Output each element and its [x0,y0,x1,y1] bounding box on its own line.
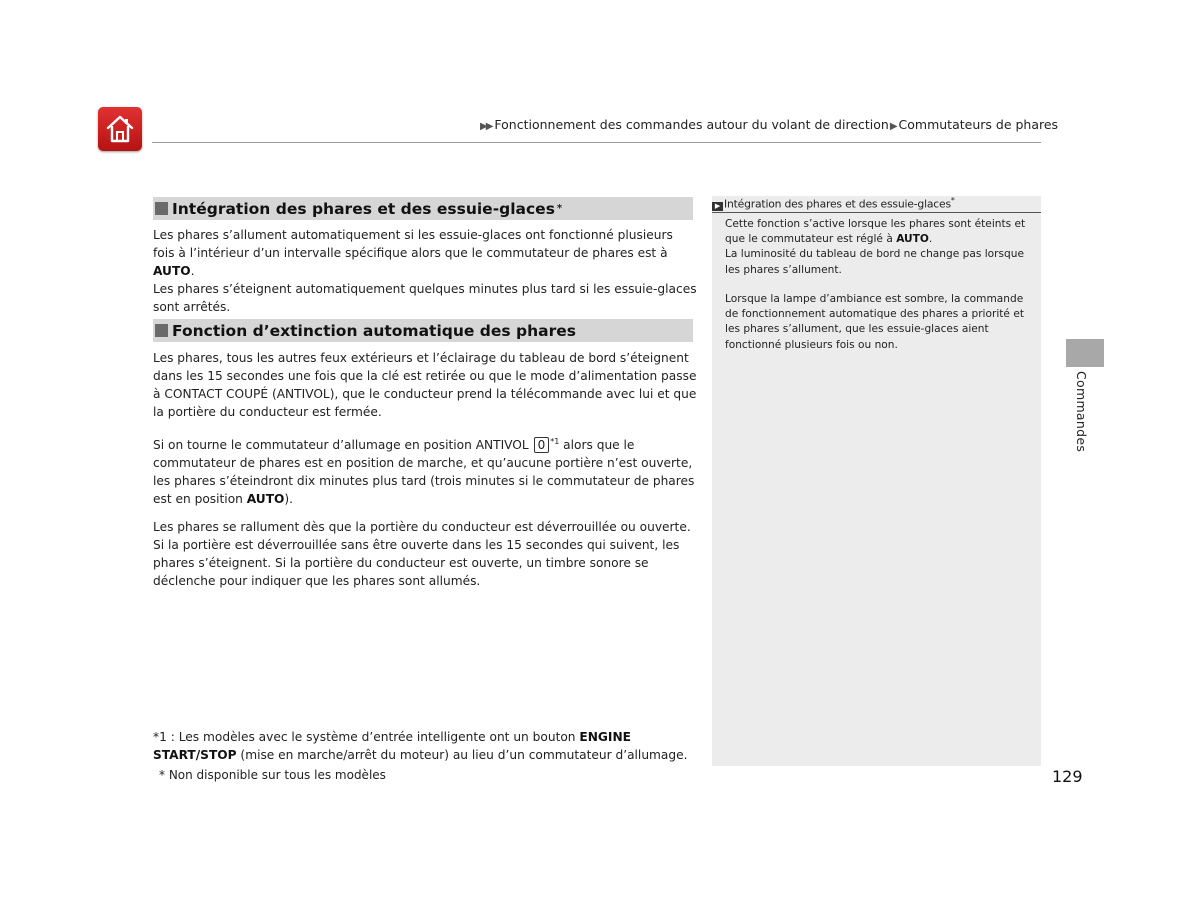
text: ). [284,492,294,507]
breadcrumb [480,117,1059,132]
text: . [928,233,933,246]
chapter-tab-label[interactable]: Commandes [1074,371,1089,453]
asterisk-mark: * [556,203,563,214]
asterisk-mark: * [950,196,955,205]
text: Cette fonction s’active lorsque les phares sont éteints et que le commutateur est réglé à [725,218,1026,246]
section-heading-integration [153,197,693,220]
section-marker-icon [155,324,168,337]
sidebar-title-text: Intégration des phares et des essuie-glaces [724,197,951,211]
home-icon [104,114,136,144]
breadcrumb-item[interactable]: Fonctionnement des commandes autour du volant de direction [494,117,889,132]
breadcrumb-arrows-icon: ▶▶ [480,121,492,132]
text: Les phares s’éteignent automatiquement quelques minutes plus tard si les essuie-glaces sont arrêtés. [153,282,697,314]
footnote-ref: *1 [550,437,560,446]
breadcrumb-item[interactable]: Commutateurs de phares [898,117,1059,132]
text: Les phares se rallument dès que la portière du conducteur est déverrouillée ou ouverte. Si la portière est déverrouillée sans être ouverte dans les 15 secondes qui suivent, les phares s’éteignent. Si la portière du conducteur est ouverte, un timbre sonore se déclenche pour indiquer que les phares sont allumés. [153,520,691,588]
paragraph [153,518,698,590]
text: Les phares, tous les autres feux extérieurs et l’éclairage du tableau de bord s’éteignent dans les 15 secondes une fois que la clé est retirée ou que le mode d’alimentation passe à CONTACT COUPÉ (ANTIVOL), que le conducteur prend la télécommande avec lui et que la portière du conducteur est fermée. [153,351,697,419]
chapter-tab-marker[interactable] [1066,339,1104,367]
sidebar-paragraph [725,292,1035,353]
footnote [153,728,713,764]
sidebar-note [712,196,1041,766]
text: . [190,264,195,278]
section-title: Fonction d’extinction automatique des phares [172,321,576,340]
sidebar-title [712,196,1041,213]
section-title: Intégration des phares et des essuie-glaces [172,199,555,218]
text: La luminosité du tableau de bord ne change pas lorsque les phares s’allument. [725,248,1024,276]
availability-note: * Non disponible sur tous les modèles [159,768,386,782]
paragraph [153,226,698,316]
auto-label: AUTO [896,233,929,246]
home-button[interactable] [98,107,142,151]
lock-position-key: 0 [534,437,550,453]
auto-label: AUTO [153,264,191,278]
section-heading-auto-off [153,319,693,342]
paragraph [153,433,698,508]
header-divider [152,142,1041,143]
paragraph [153,349,698,421]
text: Si on tourne le commutateur d’allumage en position ANTIVOL [153,438,533,453]
text: (mise en marche/arrêt du moteur) au lieu d’un commutateur d’allumage. [236,748,688,762]
breadcrumb-arrow-icon: ▶ [889,121,898,132]
text: alors que le commutateur de phares est en position de marche, et qu’aucune portière n’est ouverte, les phares s’éteindront dix minutes plus tard (trois minutes si le commutateur de phares est en position [153,438,695,507]
page-number: 129 [1052,767,1083,786]
reference-arrow-icon: ▶ [712,202,723,211]
auto-label: AUTO [246,492,285,507]
text: *1 : Les modèles avec le système d’entrée intelligente ont un bouton [153,730,580,744]
text: Les phares s’allument automatiquement si les essuie-glaces ont fonctionné plusieurs fois à l’intérieur d’un intervalle spécifique alors que le commutateur de phares est à [153,228,673,260]
sidebar-paragraph [725,217,1035,278]
engine-start-stop-label: ENGINE START/STOP [153,730,631,762]
section-marker-icon [155,202,168,215]
text: Lorsque la lampe d’ambiance est sombre, la commande de fonctionnement automatique des phares a priorité et les phares s’allument, que les essuie-glaces aient fonctionné plusieurs fois ou non. [725,293,1024,351]
